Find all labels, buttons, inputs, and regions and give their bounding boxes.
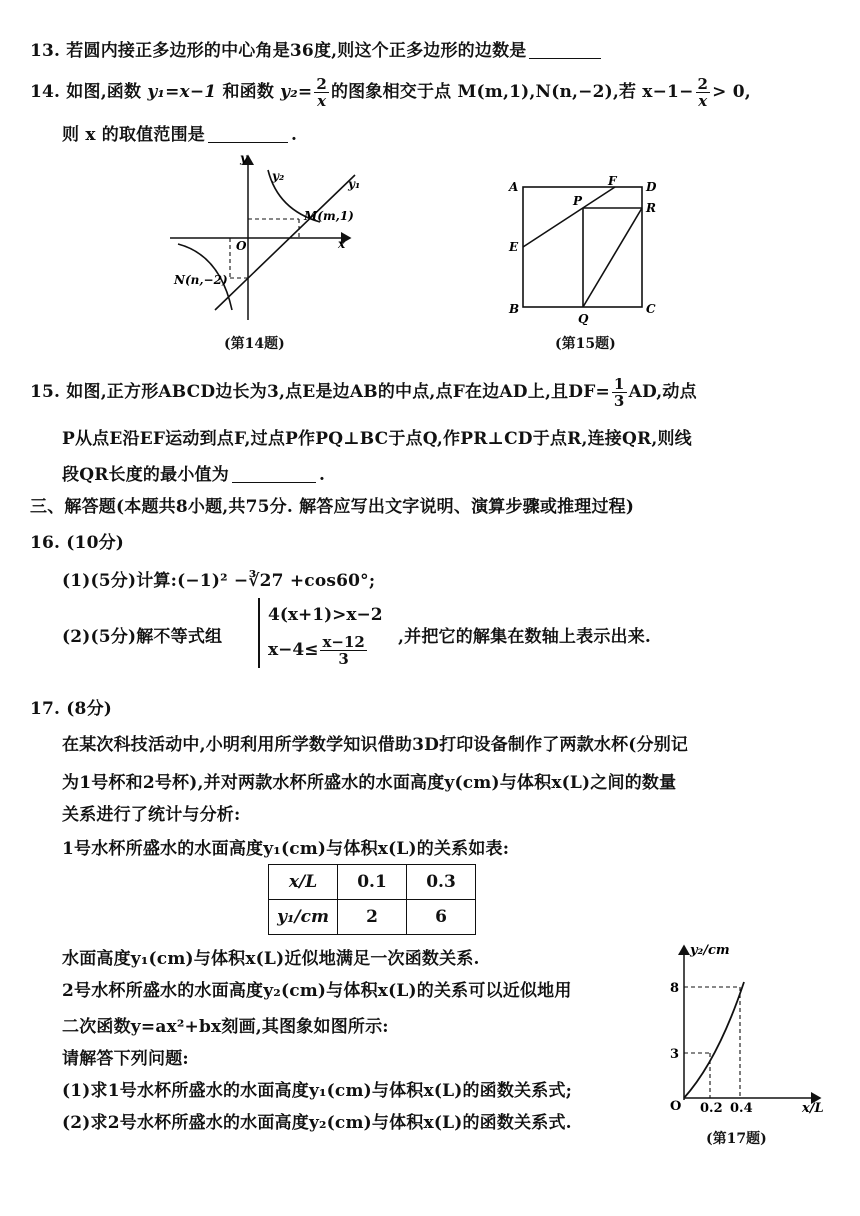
svg-text:C: C xyxy=(646,302,656,316)
parabola-curve xyxy=(684,982,744,1098)
fraction: $\frac{2}{x}$ xyxy=(316,75,327,110)
question-17-head: 17. (8分) xyxy=(30,699,113,719)
inequality-system: 4(x+1)>x−2 x−4≤ $\frac{x-12}{3}$ xyxy=(258,598,383,668)
fraction: $\frac{1}{3}$ xyxy=(613,375,625,410)
table-row: y₁/cm 2 6 xyxy=(269,900,476,935)
answer-blank[interactable] xyxy=(529,40,601,59)
y1-label: y₁ xyxy=(348,177,361,191)
question-17-line: 2号水杯所盛水的水面高度y₂(cm)与体积x(L)的关系可以近似地用 xyxy=(62,981,572,1001)
question-16-part2-tail: ,并把它的解集在数轴上表示出来. xyxy=(398,627,652,647)
tick-label: 0.4 xyxy=(730,1101,753,1115)
question-15-line1: 15. 如图,正方形ABCD边长为3,点E是边AB的中点,点F在边AD上,且DF= $\frac{1}{3}$ AD,动点 xyxy=(30,375,697,410)
question-14-line1: 14. 如图,函数 y₁=x−1 和函数 y₂= $\frac{2}{x}$ 的图象相交于点 M(m,1),N(n,−2),若 x−1− $\frac{2}{x}$ > 0, xyxy=(30,75,751,110)
fraction: $\frac{2}{x}$ xyxy=(697,75,709,110)
tick-label: 3 xyxy=(670,1047,680,1062)
segment-qr xyxy=(583,208,642,307)
svg-text:B: B xyxy=(509,302,520,316)
figure-14-caption: (第14题) xyxy=(224,336,285,352)
question-17-line: 在某次科技活动中,小明利用所学数学知识借助3D打印设备制作了两款水杯(分别记 xyxy=(62,735,689,755)
question-17-part1: (1)求1号水杯所盛水的水面高度y₁(cm)与体积x(L)的函数关系式; xyxy=(62,1081,573,1101)
origin-label: O xyxy=(670,1099,682,1114)
question-14-line2: 则 x 的取值范围是 . xyxy=(62,125,298,145)
question-16-part2: (2)(5分)解不等式组 xyxy=(62,627,223,647)
svg-text:E: E xyxy=(509,240,519,254)
answer-blank[interactable] xyxy=(232,464,316,483)
question-13: 13. 若圆内接正多边形的中心角是36度,则这个正多边形的边数是 xyxy=(30,36,604,61)
x-axis-label: x/L xyxy=(802,1101,824,1115)
question-17-line: 为1号杯和2号杯),并对两款水杯所盛水的水面高度y(cm)与体积x(L)之间的数量 xyxy=(62,773,677,793)
tick-label: 0.2 xyxy=(700,1101,723,1115)
svg-text:R: R xyxy=(646,201,656,215)
point-n-label: N(n,−2) xyxy=(174,273,228,287)
question-15-line2: P从点E沿EF运动到点F,过点P作PQ⊥BC于点Q,作PR⊥CD于点R,连接QR,则线 xyxy=(62,429,692,449)
svg-text:Q: Q xyxy=(578,312,589,325)
figure-14 xyxy=(160,150,370,330)
question-17-line: 二次函数y=ax²+bx刻画,其图象如图所示: xyxy=(62,1017,389,1037)
x-axis-label: x xyxy=(338,237,346,251)
y-axis-label: y xyxy=(240,151,247,165)
question-17-line: 水面高度y₁(cm)与体积x(L)近似地满足一次函数关系. xyxy=(62,949,480,969)
svg-text:D: D xyxy=(646,180,657,194)
section-heading: 三、解答题(本题共8小题,共75分. 解答应写出文字说明、演算步骤或推理过程) xyxy=(30,497,635,517)
question-17-line: 1号水杯所盛水的水面高度y₁(cm)与体积x(L)的关系如表: xyxy=(62,839,510,859)
figure-17 xyxy=(660,940,840,1115)
question-16-part1: (1)(5分)计算:(−1)² −∛27 +cos60°; xyxy=(62,571,376,591)
y2-label: y₂ xyxy=(272,169,285,183)
figure-17-caption: (第17题) xyxy=(706,1131,767,1147)
svg-text:A: A xyxy=(509,180,519,194)
table-row: x/L 0.1 0.3 xyxy=(269,865,476,900)
figure-15 xyxy=(505,175,665,325)
point-m-label: M(m,1) xyxy=(304,209,354,223)
question-17-part2: (2)求2号水杯所盛水的水面高度y₂(cm)与体积x(L)的函数关系式. xyxy=(62,1113,572,1133)
answer-blank[interactable] xyxy=(208,124,288,143)
y-axis-label: y₂/cm xyxy=(690,943,730,958)
question-17-line: 关系进行了统计与分析: xyxy=(62,805,241,825)
segment-ef xyxy=(523,187,615,247)
data-table xyxy=(268,864,476,935)
origin-label: O xyxy=(236,239,247,253)
tick-label: 8 xyxy=(670,981,680,996)
fraction: $\frac{x-12}{3}$ xyxy=(322,633,365,668)
question-15-line3: 段QR长度的最小值为 . xyxy=(62,465,326,485)
question-17-line: 请解答下列问题: xyxy=(62,1049,189,1069)
question-16-head: 16. (10分) xyxy=(30,533,125,553)
figure-15-caption: (第15题) xyxy=(555,336,616,352)
svg-text:F: F xyxy=(608,175,617,188)
svg-text:P: P xyxy=(573,194,583,208)
